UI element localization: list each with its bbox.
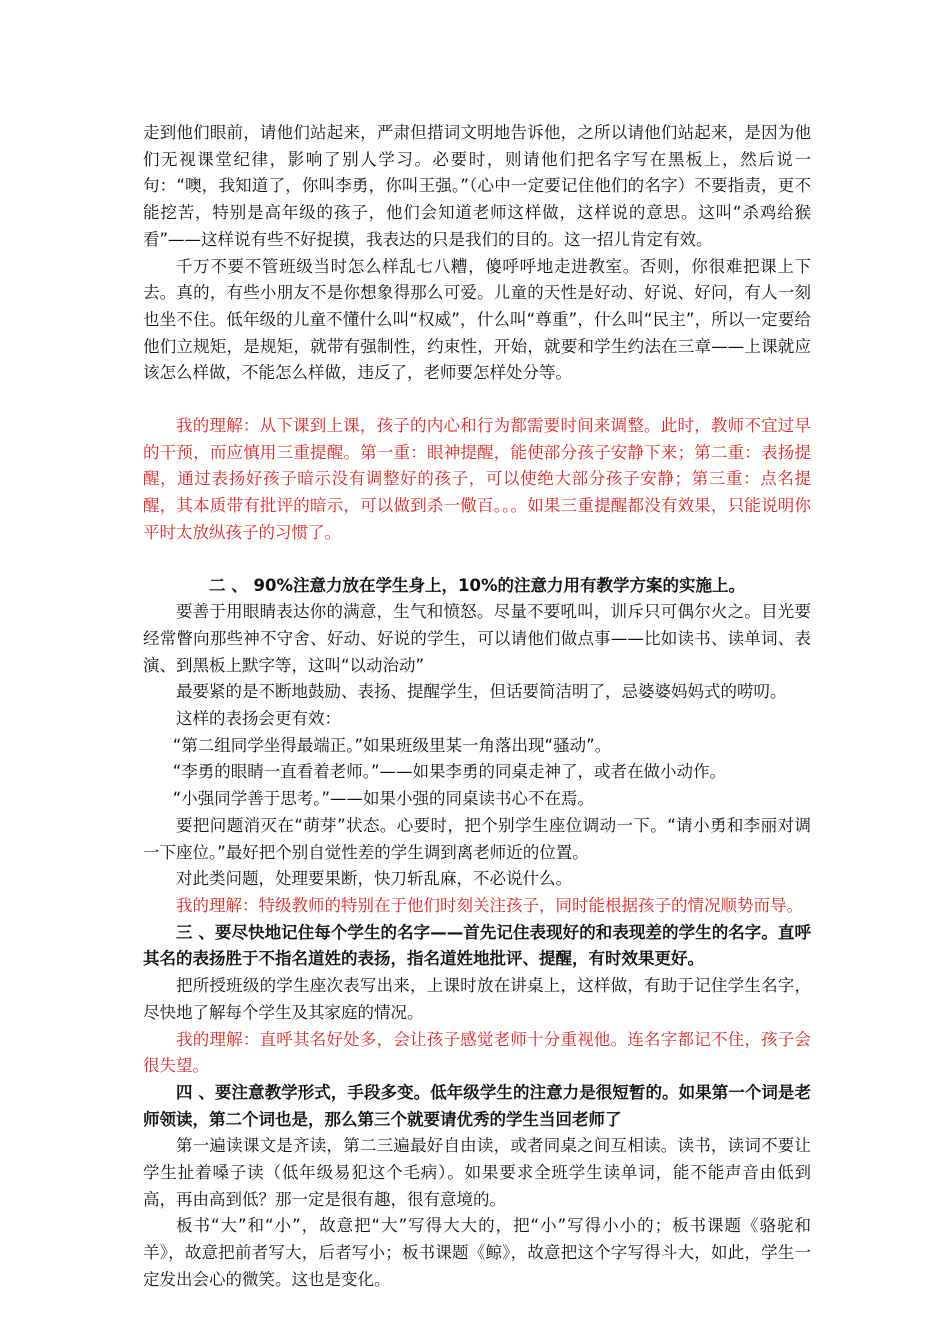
praise-example-2: “李勇的眼睛一直看着老师。”——如果李勇的同桌走神了，或者在做小动作。 bbox=[172, 762, 727, 782]
note-three-reminders: 我的理解：从下课到上课，孩子的内心和行为都需要时间来调整。此时，教师不宜过早的干预，而应慎用三重提醒。第一重：眼神提醒，能使部分孩子安静下来；第二重：表扬提醒，通过表扬好孩子暗示没有调整好的孩子，可以使绝大部分孩子安静；第三重：点名提醒，其本质带有批评的暗示，可以做到杀一儆百。。。如果三重提醒都没有效果，只能说明你平时太放纵孩子的习惯了。 bbox=[143, 416, 811, 542]
paragraph-reading-methods: 第一遍读课文是齐读，第二三遍最好自由读，或者同桌之间互相读。读书，读词不要让学生扯着嗓子读（低年级易犯这个毛病）。如果要求全班学生读单词，能不能声音由低到高，再由高到低？那一定是很有趣，很有意境的。 bbox=[143, 1136, 811, 1209]
heading-section-two: 二 、 90%注意力放在学生身上，10%的注意力用有教学方案的实施上。 bbox=[209, 575, 745, 595]
praise-example-3: “小强同学善于思考。”——如果小强的同桌读书心不在焉。 bbox=[172, 789, 595, 809]
paragraph-continued-discipline: 走到他们眼前，请他们站起来，严肃但措词文明地告诉他，之所以请他们站起来，是因为他们无视课堂纪律，影响了别人学习。必要时，则请他们把名字写在黑板上，然后说一句：“噢，我知道了，你叫李勇，你叫王强。”（心中一定要记住他们的名字）不要指责，更不能挖苦，特别是高年级的孩子，他们会知道老师这样做，这样说的意思。这叫“杀鸡给猴看”——这样说有些不好捉摸，我表达的只是我们的目的。这一招儿肯定有效。 bbox=[143, 123, 811, 249]
heading-section-four: 四 、要注意教学形式，手段多变。低年级学生的注意力是很短暂的。如果第一个词是老师领读，第二个词也是，那么第三个就要请优秀的学生当回老师了 bbox=[143, 1082, 811, 1129]
heading-section-three: 三 、要尽快地记住每个学生的名字——首先记住表现好的和表现差的学生的名字。直呼其名的表扬胜于不指名道姓的表扬，指名道姓地批评、提醒，有时效果更好。 bbox=[143, 922, 811, 969]
document-body bbox=[143, 120, 811, 1294]
paragraph-nip-in-bud: 要把问题消灭在“萌芽”状态。心要时，把个别学生座位调动一下。“请小勇和李丽对调一下座位。”最好把个别自觉性差的学生调到离老师近的位置。 bbox=[143, 815, 811, 862]
note-special-teacher: 我的理解：特级教师的特别在于他们时刻关注孩子，同时能根据孩子的情况顺势而导。 bbox=[176, 895, 803, 915]
paragraph-decisive: 对此类问题，处理要果断，快刀斩乱麻，不必说什么。 bbox=[176, 869, 572, 889]
note-names: 我的理解：直呼其名好处多，会让孩子感觉老师十分重视他。连名字都记不住，孩子会很失望。 bbox=[143, 1029, 811, 1076]
paragraph-blackboard-writing: 板书“大”和“小”，故意把“大”写得大大的，把“小”写得小小的；板书课题《骆驼和羊》，故意把前者写大，后者写小；板书课题《鲸》，故意把这个字写得斗大，如此，学生一定发出会心的微笑。这也是变化。 bbox=[143, 1216, 811, 1289]
paragraph-seating-chart: 把所授班级的学生座次表写出来，上课时放在讲桌上，这样做，有助于记住学生名字，尽快地了解每个学生及其家庭的情况。 bbox=[143, 976, 811, 1022]
paragraph-eyes: 要善于用眼睛表达你的满意，生气和愤怒。尽量不要吼叫，训斥只可偶尔火之。目光要经常瞥向那些神不守舍、好动、好说的学生，可以请他们做点事——比如读书、读单词、表演、到黑板上默字等，这叫“以动治动” bbox=[143, 602, 811, 675]
paragraph-praise-intro: 这样的表扬会更有效： bbox=[176, 709, 341, 729]
paragraph-encourage: 最要紧的是不断地鼓励、表扬、提醒学生，但话要简洁明了，忌婆婆妈妈式的唠叨。 bbox=[176, 682, 787, 702]
spacer bbox=[143, 387, 811, 413]
spacer bbox=[143, 547, 811, 573]
paragraph-classroom-rules: 千万不要不管班级当时怎么样乱七八糟，傻呼呼地走进教室。否则，你很难把课上下去。真的，有些小朋友不是你想象得那么可爱。儿童的天性是好动、好说、好问，有人一刻也坐不住。低年级的儿童不懂什么叫“权威”，什么叫“尊重”，什么叫“民主”，所以一定要给他们立规矩，是规矩，就带有强制性，约束性，开始，就要和学生约法在三章——上课就应该怎么样做，不能怎么样做，违反了，老师要怎样处分等。 bbox=[143, 256, 811, 383]
praise-example-1: “第二组同学坐得最端正。”如果班级里某一角落出现“骚动”。 bbox=[172, 735, 612, 755]
